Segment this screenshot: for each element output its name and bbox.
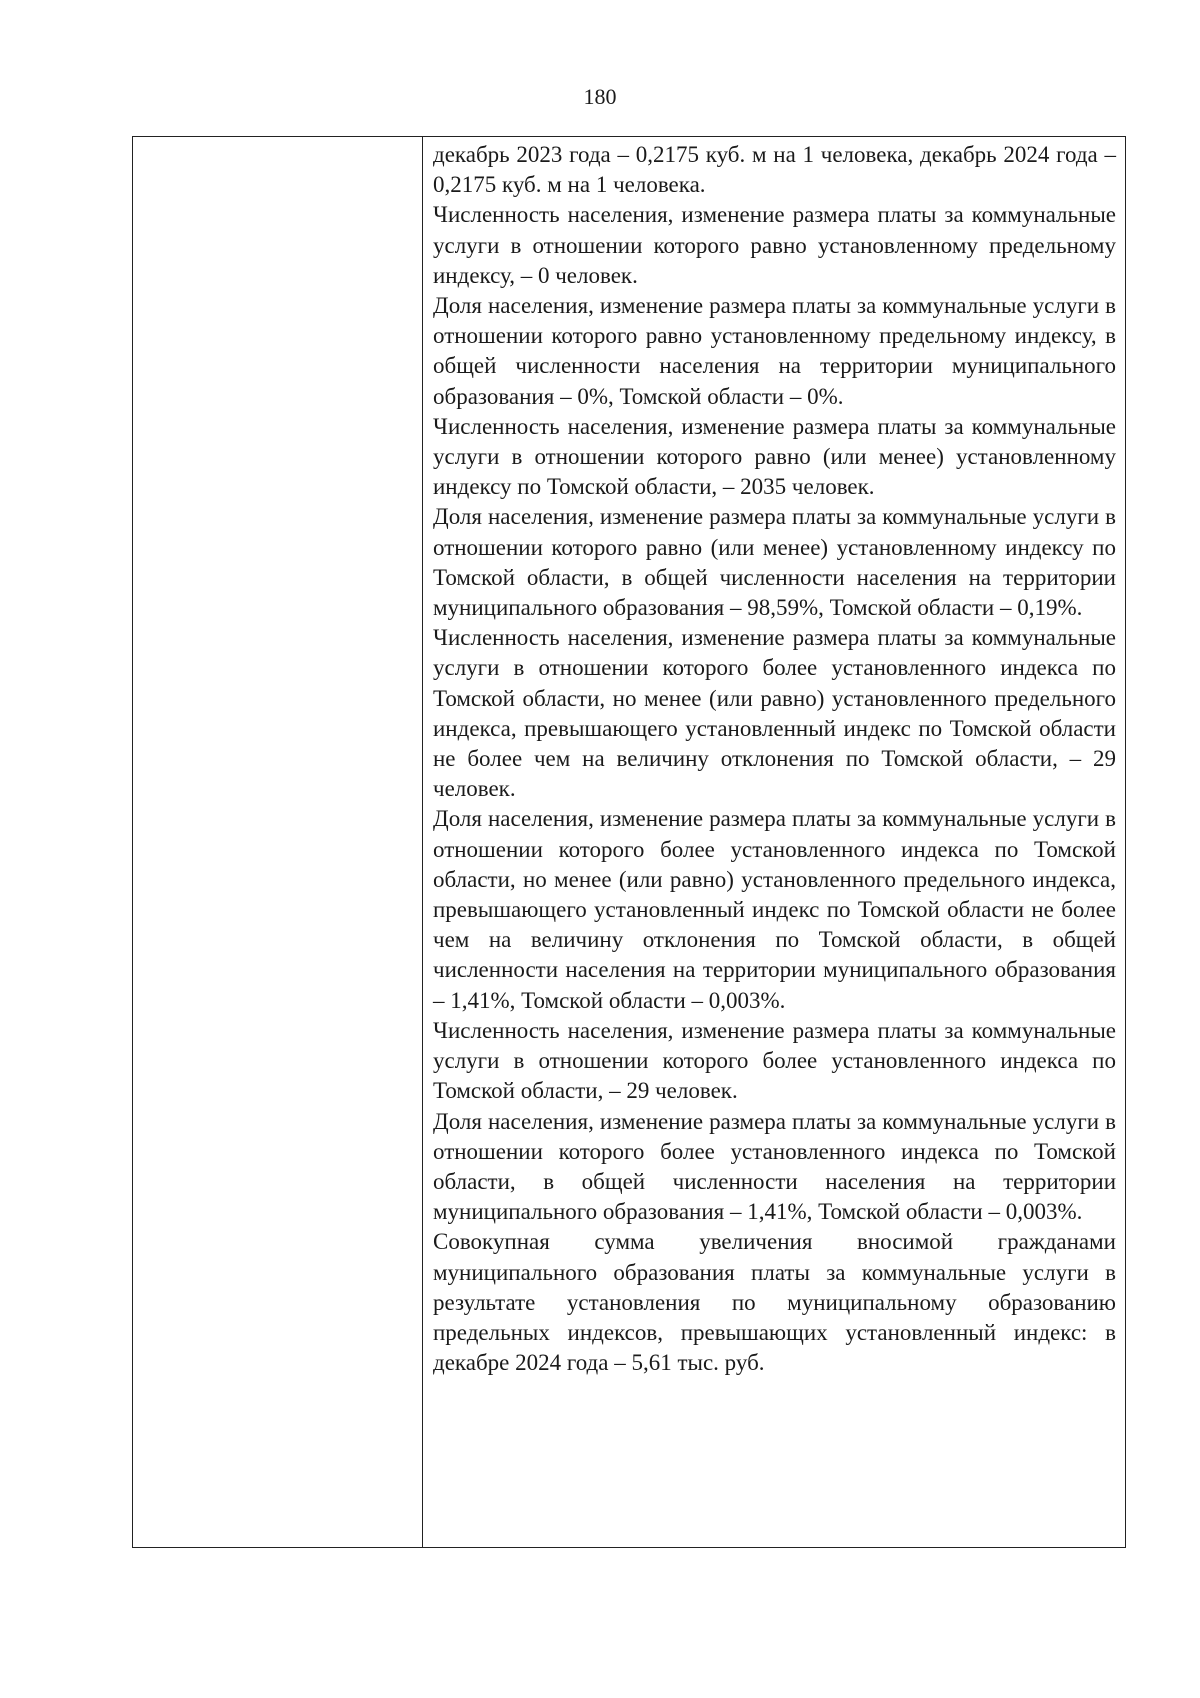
table-cell-right [423,137,1125,1547]
paragraph-population-le-regional-index: Численность населения, изменение размера платы за коммунальные услуги в отношении которого равно (или менее) установленному индексу по Томской области, – 2035 человек. [433,413,1116,500]
paragraph-population-equal-limit-index: Численность населения, изменение размера платы за коммунальные услуги в отношении которого равно установленному предельному индексу, – 0 человек. [433,202,1116,288]
paragraph-share-within-deviation: Доля населения, изменение размера платы за коммунальные услуги в отношении которого более установленного индекса по Томской области, но менее (или равно) установленного предельного индекса, превышающего установленный индекс по Томской области не более чем на величину отклонения по Томской области, в общей численности населения на территории муниципального образования – 1,41%, Томской области – 0,003%. [433,806,1116,1013]
paragraph-share-above-regional-index: Доля населения, изменение размера платы за коммунальные услуги в отношении которого более установленного индекса по Томской области, в общей численности населения на территории муниципального образования – 1,41%, Томской области – 0,003%. [433,1108,1116,1225]
paragraph-total-increase-amount: Совокупная сумма увеличения вносимой гражданами муниципального образования платы за коммунальные услуги в результате установления по муниципальному образованию предельных индексов, превышающих установленный индекс: в декабре 2024 года – 5,61 тыс. руб. [433,1229,1116,1376]
table-cell-left [133,137,423,1547]
paragraph-population-within-deviation: Численность населения, изменение размера платы за коммунальные услуги в отношении которого более установленного индекса по Томской области, но менее (или равно) установленного предельного индекса, превышающего установленный индекс по Томской области не более чем на величину отклонения по Томской области, – 29 человек. [433,625,1116,802]
paragraph-population-above-regional-index: Численность населения, изменение размера платы за коммунальные услуги в отношении которого более установленного индекса по Томской области, – 29 человек. [433,1017,1116,1104]
document-table [132,136,1126,1548]
paragraph-consumption-norm: декабрь 2023 года – 0,2175 куб. м на 1 человека, декабрь 2024 года – 0,2175 куб. м на 1 человека. [433,142,1116,198]
page-number: 180 [583,84,617,109]
paragraph-share-le-regional-index: Доля населения, изменение размера платы за коммунальные услуги в отношении которого равно (или менее) установленному индексу по Томской области, в общей численности населения на территории муниципального образования – 98,59%, Томской области – 0,19%. [433,504,1116,621]
paragraph-share-equal-limit-index: Доля населения, изменение размера платы за коммунальные услуги в отношении которого равно установленному предельному индексу, в общей численности населения на территории муниципального образования – 0%, Томской области – 0%. [433,293,1116,409]
